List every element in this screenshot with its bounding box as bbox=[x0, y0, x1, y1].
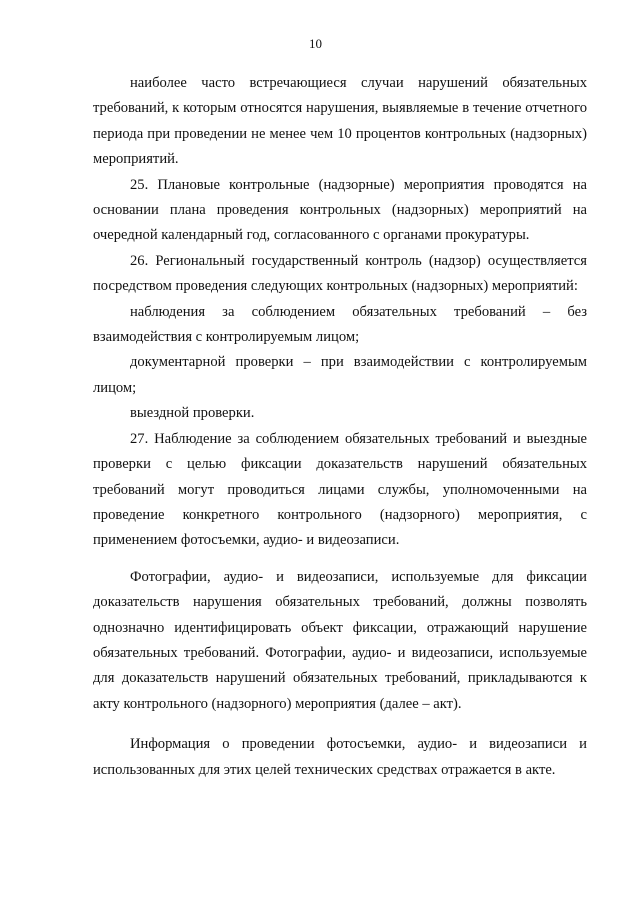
paragraph-27: 27. Наблюдение за соблюдением обязательных требований и выездные проверки с целью фиксации доказательств нарушений обязательных требований могут проводиться лицами службы, уполномоченными на проведение конкретного контрольного (надзорного) мероприятия, с применением фотосъемки, аудио- и видеозаписи. bbox=[93, 430, 587, 549]
page-number: 10 bbox=[309, 36, 322, 51]
list-item-observation: наблюдения за соблюдением обязательных требований – без взаимодействия с контролируемым лицом; bbox=[93, 303, 587, 346]
list-item-documentary-check: документарной проверки – при взаимодействии с контролируемым лицом; bbox=[93, 354, 587, 396]
paragraph-25: 25. Плановые контрольные (надзорные) мероприятия проводятся на основании плана проведения контрольных (надзорных) мероприятий на очередной календарный год, согласованного с органами прокуратуры. bbox=[93, 176, 587, 244]
paragraph-photo-requirements: Фотографии, аудио- и видеозаписи, используемые для фиксации доказательств нарушения обязательных требований, должны позволять однозначно идентифицировать объект фиксации, отражающий нарушение обязательных требований. Фотографии, аудио- и видеозаписи, используемые для доказательств нарушений обязательных требований, прикладываются к акту контрольного (надзорного) мероприятия (далее – акт). bbox=[93, 568, 587, 712]
paragraph-continuation: наиболее часто встречающиеся случаи нарушений обязательных требований, к которым относятся нарушения, выявляемые в течение отчетного периода при проведении не менее чем 10 процентов контрольных (надзорных) мероприятий. bbox=[93, 75, 587, 168]
paragraph-26: 26. Региональный государственный контроль (надзор) осуществляется посредством проведения следующих контрольных (надзорных) мероприятий: bbox=[93, 252, 587, 295]
paragraph-act-info: Информация о проведении фотосъемки, аудио- и видеозаписи и использованных для этих целей технических средствах отражается в акте. bbox=[93, 736, 587, 778]
list-item-field-check: выездной проверки. bbox=[130, 405, 255, 422]
document-body bbox=[93, 71, 587, 783]
